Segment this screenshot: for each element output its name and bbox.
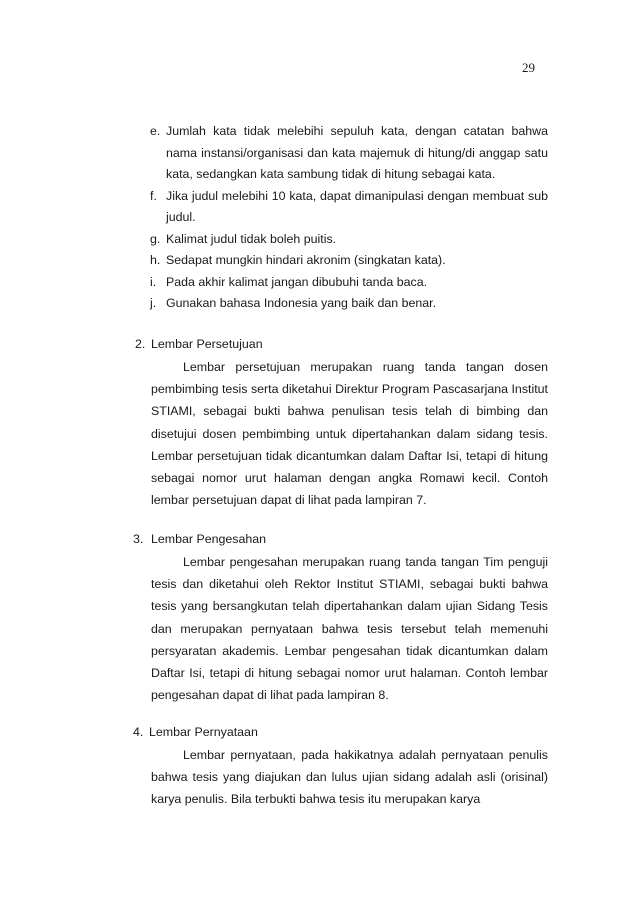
list-item	[150, 121, 548, 186]
list-item-text: Gunakan bahasa Indonesia yang baik dan benar.	[166, 296, 437, 310]
section-number: 4.	[133, 725, 144, 739]
list-marker: j.	[150, 296, 157, 310]
criteria-list	[150, 121, 548, 315]
section-heading	[135, 333, 548, 355]
section-lembar-persetujuan	[135, 333, 548, 511]
list-item	[150, 229, 548, 251]
section-number: 3.	[133, 532, 144, 546]
section-heading	[133, 721, 548, 743]
section-paragraph: Lembar pernyataan, pada hakikatnya adalah pernyataan penulis bahwa tesis yang diajukan dan lulus ujian sidang adalah asli (orisinal) karya penulis. Bila terbukti bahwa tesis itu merupakan karya	[151, 748, 548, 807]
list-item-text: Pada akhir kalimat jangan dibubuhi tanda baca.	[166, 274, 428, 289]
section-paragraph: Lembar persetujuan merupakan ruang tanda tangan dosen pembimbing tesis serta diketahui Direktur Program Pascasarjana Institut STIAMI, sebagai bukti bahwa penulisan tesis telah di bimbing dan disetujui dosen pembimbing untuk dipertahankan dalam sidang tesis. Lembar persetujuan tidak dicantumkan dalam Daftar Isi, tetapi di hitung sebagai nomor urut halaman dengan angka Romawi kecil. Contoh lembar persetujuan dapat di lihat pada lampiran 7.	[151, 360, 548, 508]
list-item	[150, 293, 548, 315]
list-item-text: Jika judul melebihi 10 kata, dapat dimanipulasi dengan membuat sub judul.	[166, 188, 548, 224]
section-number: 2.	[135, 337, 146, 351]
section-title: Lembar Pengesahan	[151, 532, 267, 546]
list-item-text: Kalimat judul tidak boleh puitis.	[166, 231, 337, 246]
list-marker: h.	[150, 253, 161, 267]
list-marker: f.	[150, 188, 157, 203]
list-item	[150, 186, 548, 229]
list-marker: g.	[150, 231, 161, 246]
section-title: Lembar Persetujuan	[151, 337, 263, 351]
list-item	[150, 272, 548, 294]
section-lembar-pernyataan	[133, 721, 548, 811]
section-heading	[135, 528, 548, 550]
list-marker: i.	[150, 274, 157, 289]
list-marker: e.	[150, 124, 161, 138]
list-item-text: Sedapat mungkin hindari akronim (singkatan kata).	[166, 253, 446, 267]
section-title: Lembar Pernyataan	[149, 725, 258, 739]
page-number: 29	[522, 60, 535, 75]
list-item	[150, 250, 548, 272]
section-paragraph: Lembar pengesahan merupakan ruang tanda tangan Tim penguji tesis dan diketahui oleh Rektor Institut STIAMI, sebagai bukti bahwa tesis yang bersangkutan telah dipertahankan dalam ujian Sidang Tesis dan merupakan pernyataan bahwa tesis tersebut telah memenuhi persyaratan akademis. Lembar pengesahan tidak dicantumkan dalam Daftar Isi, tetapi di hitung sebagai nomor urut halaman. Contoh lembar pengesahan dapat di lihat pada lampiran 8.	[151, 555, 548, 703]
list-item-text: Jumlah kata tidak melebihi sepuluh kata, dengan catatan bahwa nama instansi/organisasi dan kata majemuk di hitung/di anggap satu kata, sedangkan kata sambung tidak di hitung sebagai kata.	[166, 124, 548, 181]
section-lembar-pengesahan	[135, 528, 548, 706]
